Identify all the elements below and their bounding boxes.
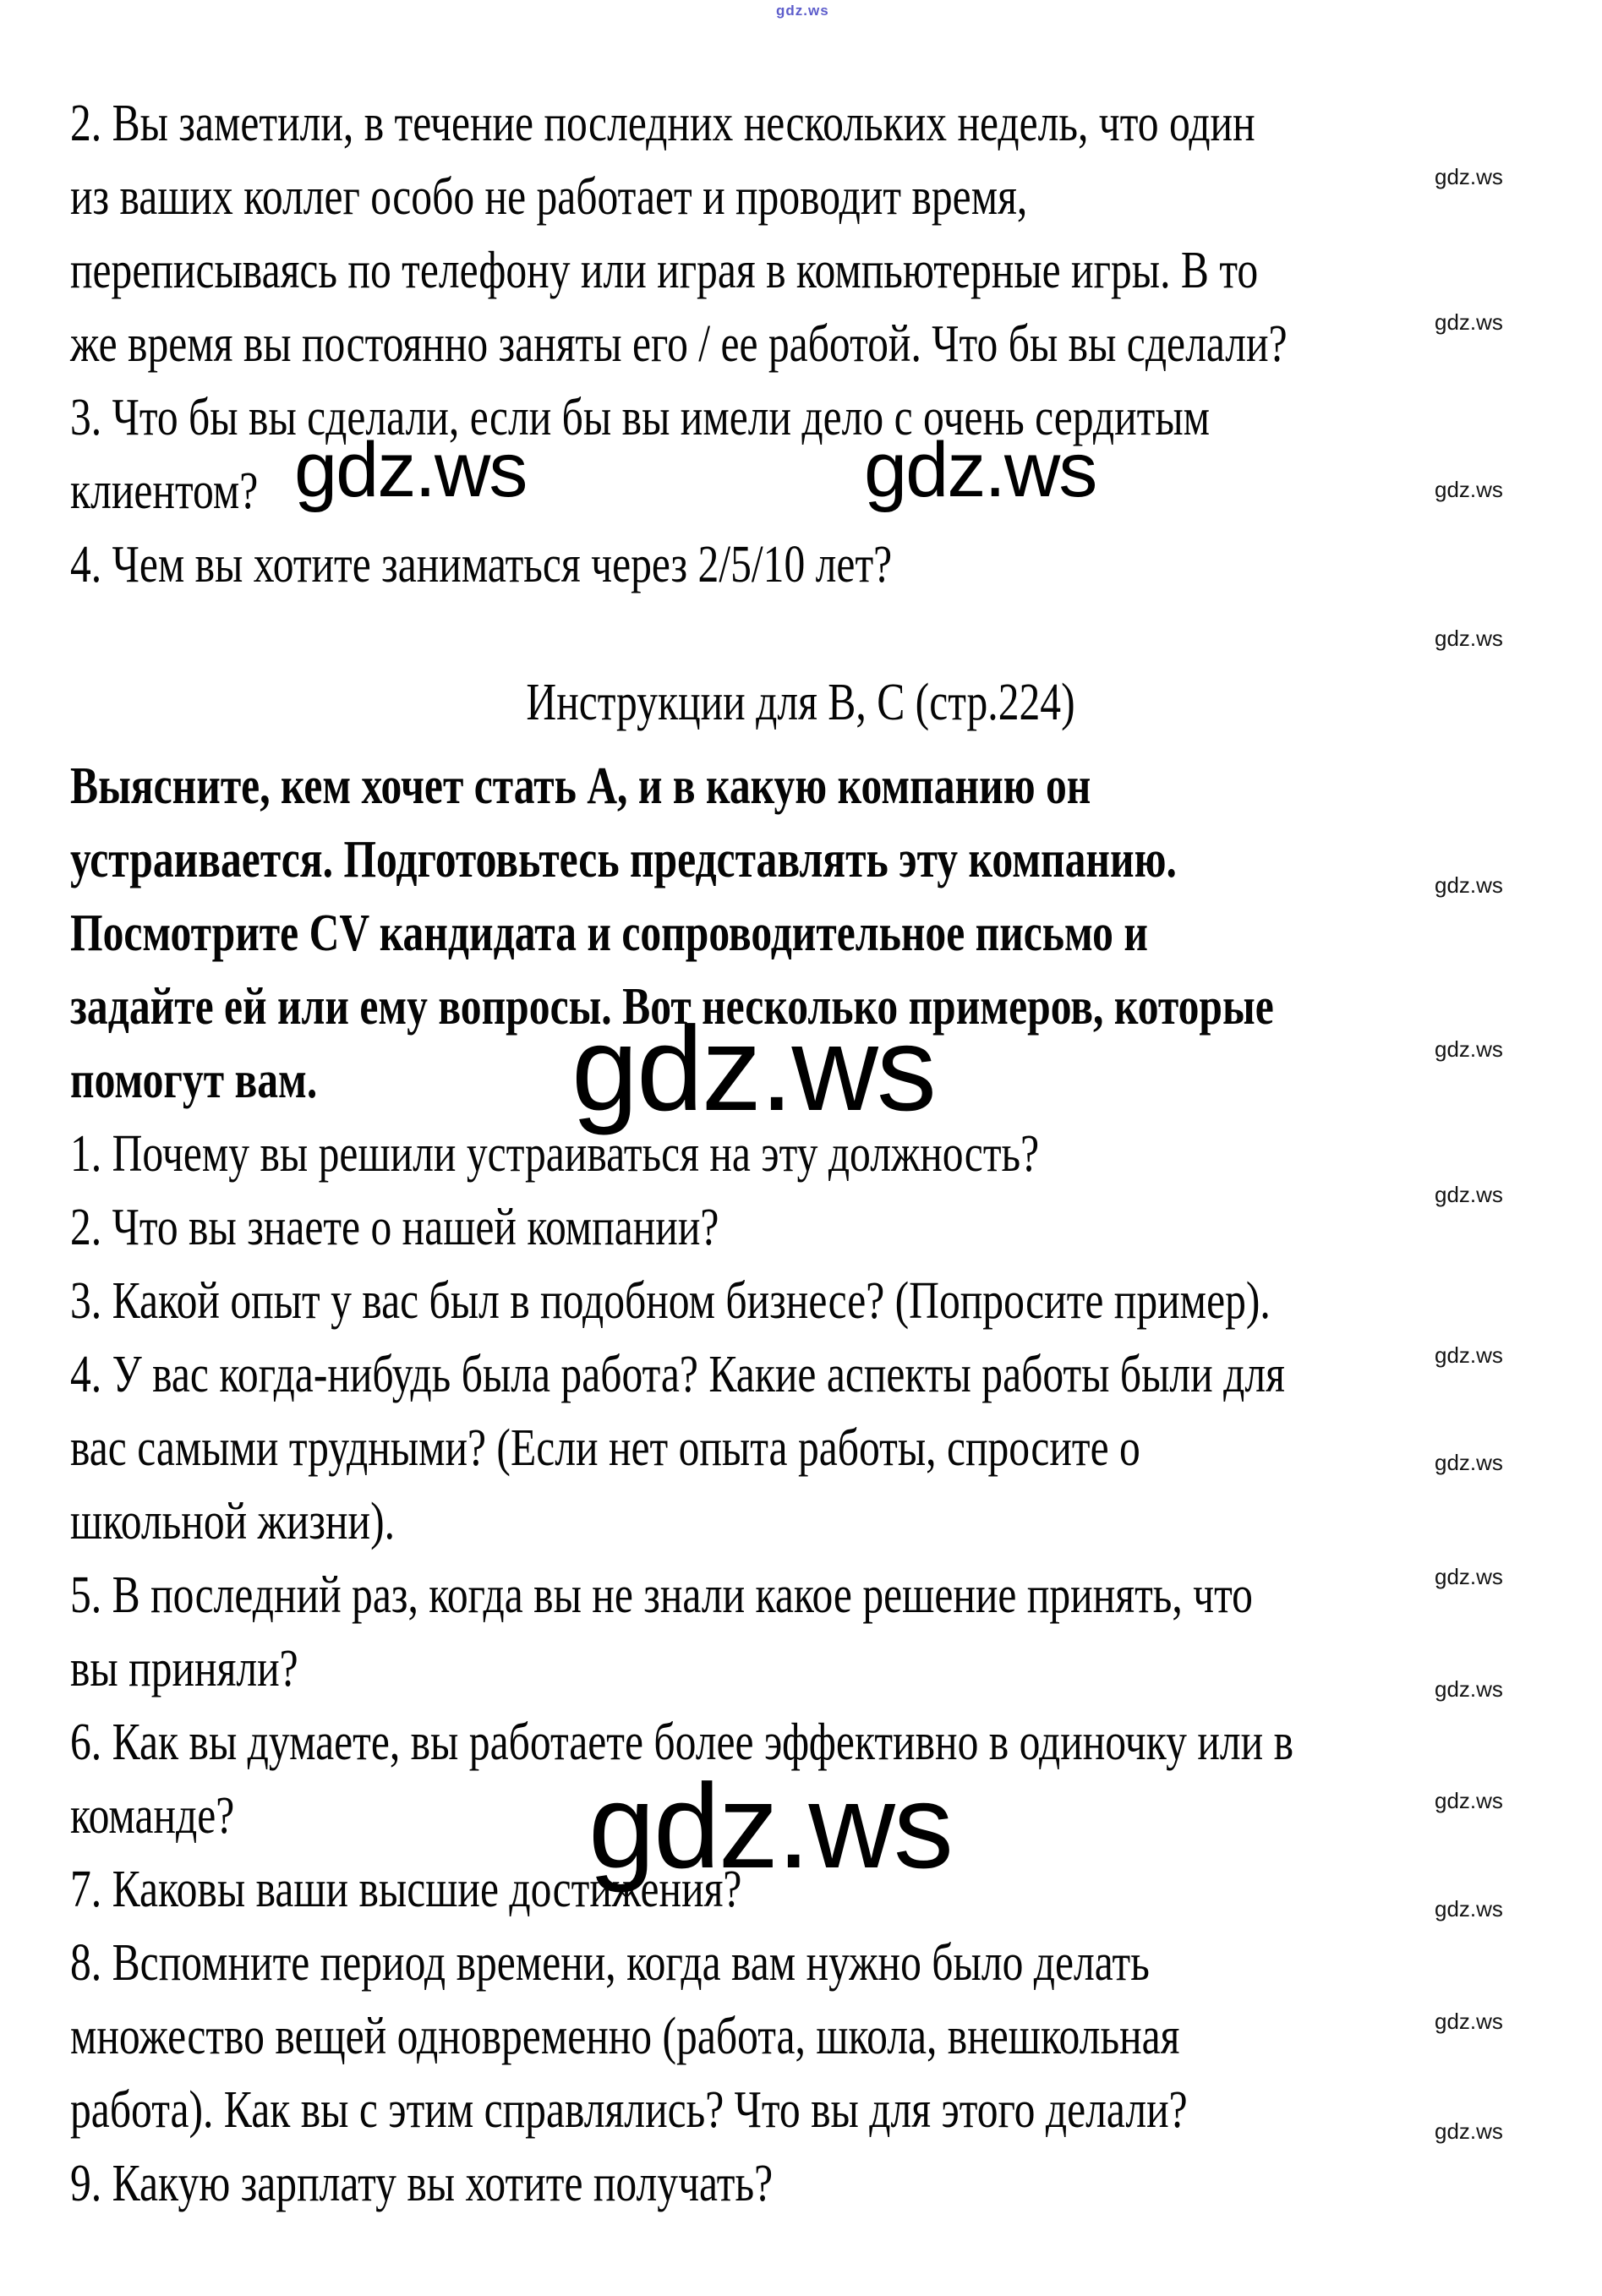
watermark-side: gdz.ws [1435, 872, 1503, 898]
text-line: Посмотрите CV кандидата и сопроводительное письмо и [70, 905, 1148, 962]
text-line: вы приняли? [70, 1640, 298, 1697]
text-line: из ваших коллег особо не работает и проводит время, [70, 168, 1028, 226]
watermark-side: gdz.ws [1435, 1564, 1503, 1589]
text-line: клиентом? [70, 462, 259, 520]
text-line: 3. Что бы вы сделали, если бы вы имели дело с очень сердитым [70, 389, 1211, 446]
document-text [70, 87, 1531, 2221]
watermark-large: gdz.ws [588, 1759, 952, 1894]
watermark-side: gdz.ws [1435, 1788, 1503, 1813]
text-line: помогут вам. [70, 1052, 318, 1109]
text-line: вас самыми трудными? (Если нет опыта работы, спросите о [70, 1419, 1140, 1477]
watermark-side: gdz.ws [1435, 1342, 1503, 1368]
watermark-side: gdz.ws [1435, 1036, 1503, 1062]
watermark-side: gdz.ws [1435, 2118, 1503, 2144]
watermark-side: gdz.ws [1435, 626, 1503, 651]
watermark-large: gdz.ws [294, 427, 527, 513]
paragraph [70, 2147, 1531, 2221]
paragraph [70, 1927, 1531, 2147]
watermark-side: gdz.ws [1435, 1450, 1503, 1475]
paragraph [70, 381, 1531, 528]
text-line: 2. Что вы знаете о нашей компании? [70, 1199, 719, 1256]
paragraph [70, 1265, 1531, 1338]
paragraph [70, 1338, 1531, 1559]
text-line: 4. У вас когда-нибудь была работа? Какие аспекты работы были для [70, 1346, 1285, 1403]
watermark-top: gdz.ws [776, 3, 829, 19]
section-heading [70, 666, 1531, 740]
text-line: Выясните, кем хочет стать А, и в какую компанию он [70, 757, 1091, 815]
text-line: 9. Какую зарплату вы хотите получать? [70, 2155, 774, 2212]
text-line: Инструкции для В, С (стр.224) [526, 674, 1075, 731]
watermark-side: gdz.ws [1435, 2009, 1503, 2034]
watermark-side: gdz.ws [1435, 1896, 1503, 1922]
text-line: 5. В последний раз, когда вы не знали какое решение принять, что [70, 1566, 1253, 1624]
text-line: задайте ей или ему вопросы. Вот несколько примеров, которые [70, 978, 1274, 1036]
text-line: 4. Чем вы хотите заниматься через 2/5/10 лет? [70, 536, 893, 593]
text-line: переписываясь по телефону или играя в компьютерные игры. В то [70, 242, 1259, 299]
watermark-side: gdz.ws [1435, 164, 1503, 189]
text-line: 7. Каковы ваши высшие достижения? [70, 1861, 742, 1918]
text-line: устраивается. Подготовьтесь представлять эту компанию. [70, 831, 1177, 888]
watermark-side: gdz.ws [1435, 309, 1503, 335]
text-line: работа). Как вы с этим справлялись? Что вы для этого делали? [70, 2081, 1188, 2139]
watermark-large: gdz.ws [571, 1002, 935, 1136]
paragraph [70, 528, 1531, 602]
watermark-large: gdz.ws [864, 427, 1096, 513]
text-line: 1. Почему вы решили устраиваться на эту должность? [70, 1125, 1040, 1183]
text-line: школьной жизни). [70, 1493, 395, 1550]
watermark-side: gdz.ws [1435, 1676, 1503, 1702]
paragraph [70, 1191, 1531, 1265]
paragraph [70, 1559, 1531, 1706]
text-line: команде? [70, 1787, 235, 1845]
text-line: 6. Как вы думаете, вы работаете более эффективно в одиночку или в [70, 1714, 1293, 1771]
text-line: 8. Вспомните период времени, когда вам нужно было делать [70, 1934, 1150, 1992]
text-line: множество вещей одновременно (работа, школа, внешкольная [70, 2008, 1180, 2065]
text-line: 3. Какой опыт у вас был в подобном бизнесе? (Попросите пример). [70, 1272, 1271, 1330]
paragraph [70, 87, 1531, 381]
watermark-side: gdz.ws [1435, 1182, 1503, 1207]
text-line: же время вы постоянно заняты его / ее работой. Что бы вы сделали? [70, 315, 1288, 373]
text-line: 2. Вы заметили, в течение последних нескольких недель, что один [70, 95, 1255, 152]
watermark-side: gdz.ws [1435, 477, 1503, 502]
